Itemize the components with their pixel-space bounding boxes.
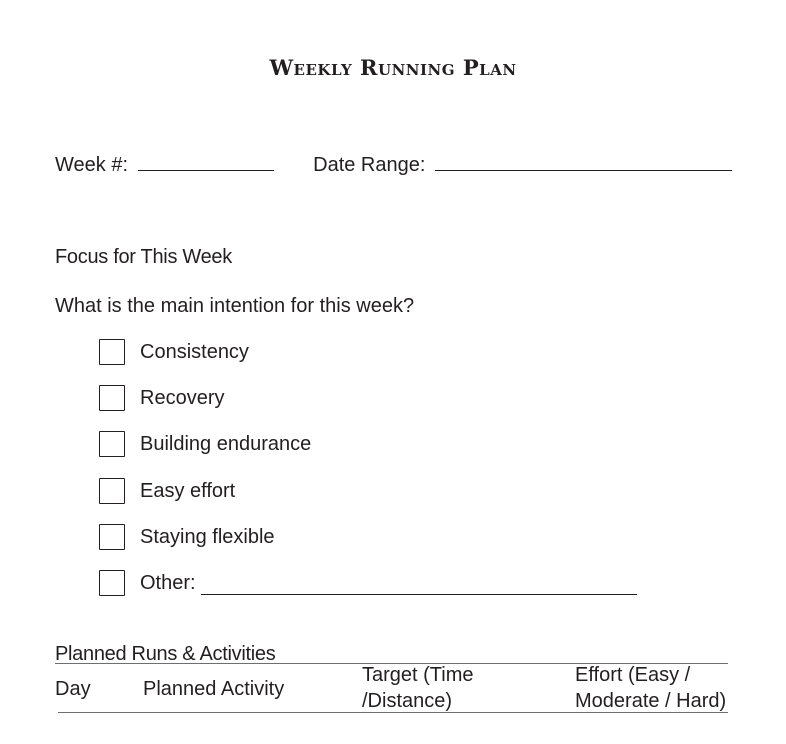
option-label: Consistency <box>140 340 249 363</box>
option-consistency[interactable] <box>99 338 249 366</box>
option-easy-effort[interactable] <box>99 477 235 505</box>
col-header-target-line2: /Distance) <box>362 690 453 712</box>
option-label: Staying flexible <box>140 525 275 548</box>
col-header-day: Day <box>55 678 91 700</box>
focus-question: What is the main intention for this week? <box>55 295 415 317</box>
other-input-line[interactable] <box>201 576 637 595</box>
col-header-target <box>362 662 474 714</box>
checkbox[interactable] <box>99 478 125 504</box>
week-label: Week #: <box>55 154 128 176</box>
option-recovery[interactable] <box>99 384 224 412</box>
option-building-endurance[interactable] <box>99 430 311 458</box>
col-header-planned-activity: Planned Activity <box>143 678 285 700</box>
date-range-field <box>313 152 732 177</box>
page-title: Weekly Running Plan <box>269 55 517 80</box>
checkbox[interactable] <box>99 524 125 550</box>
date-range-label: Date Range: <box>313 154 426 176</box>
checkbox[interactable] <box>99 570 125 596</box>
table-header-rule <box>58 712 728 713</box>
planned-heading: Planned Runs & Activities <box>55 643 276 665</box>
option-label: Other: <box>140 571 196 594</box>
checkbox[interactable] <box>99 431 125 457</box>
option-label: Building endurance <box>140 432 312 455</box>
week-field <box>55 152 274 177</box>
focus-heading: Focus for This Week <box>55 246 232 268</box>
option-staying-flexible[interactable] <box>99 523 275 551</box>
option-other[interactable] <box>99 569 637 597</box>
option-label: Easy effort <box>140 479 236 502</box>
week-input-line[interactable] <box>138 152 274 171</box>
checkbox[interactable] <box>99 385 125 411</box>
header-fields <box>55 152 732 177</box>
col-header-effort-line2: Moderate / Hard) <box>575 690 727 712</box>
col-header-effort-line1: Effort (Easy / <box>575 664 691 686</box>
option-label: Recovery <box>140 386 225 409</box>
col-header-target-line1: Target (Time <box>362 664 474 686</box>
checkbox[interactable] <box>99 339 125 365</box>
date-range-input-line[interactable] <box>435 152 732 171</box>
col-header-effort <box>575 662 726 714</box>
